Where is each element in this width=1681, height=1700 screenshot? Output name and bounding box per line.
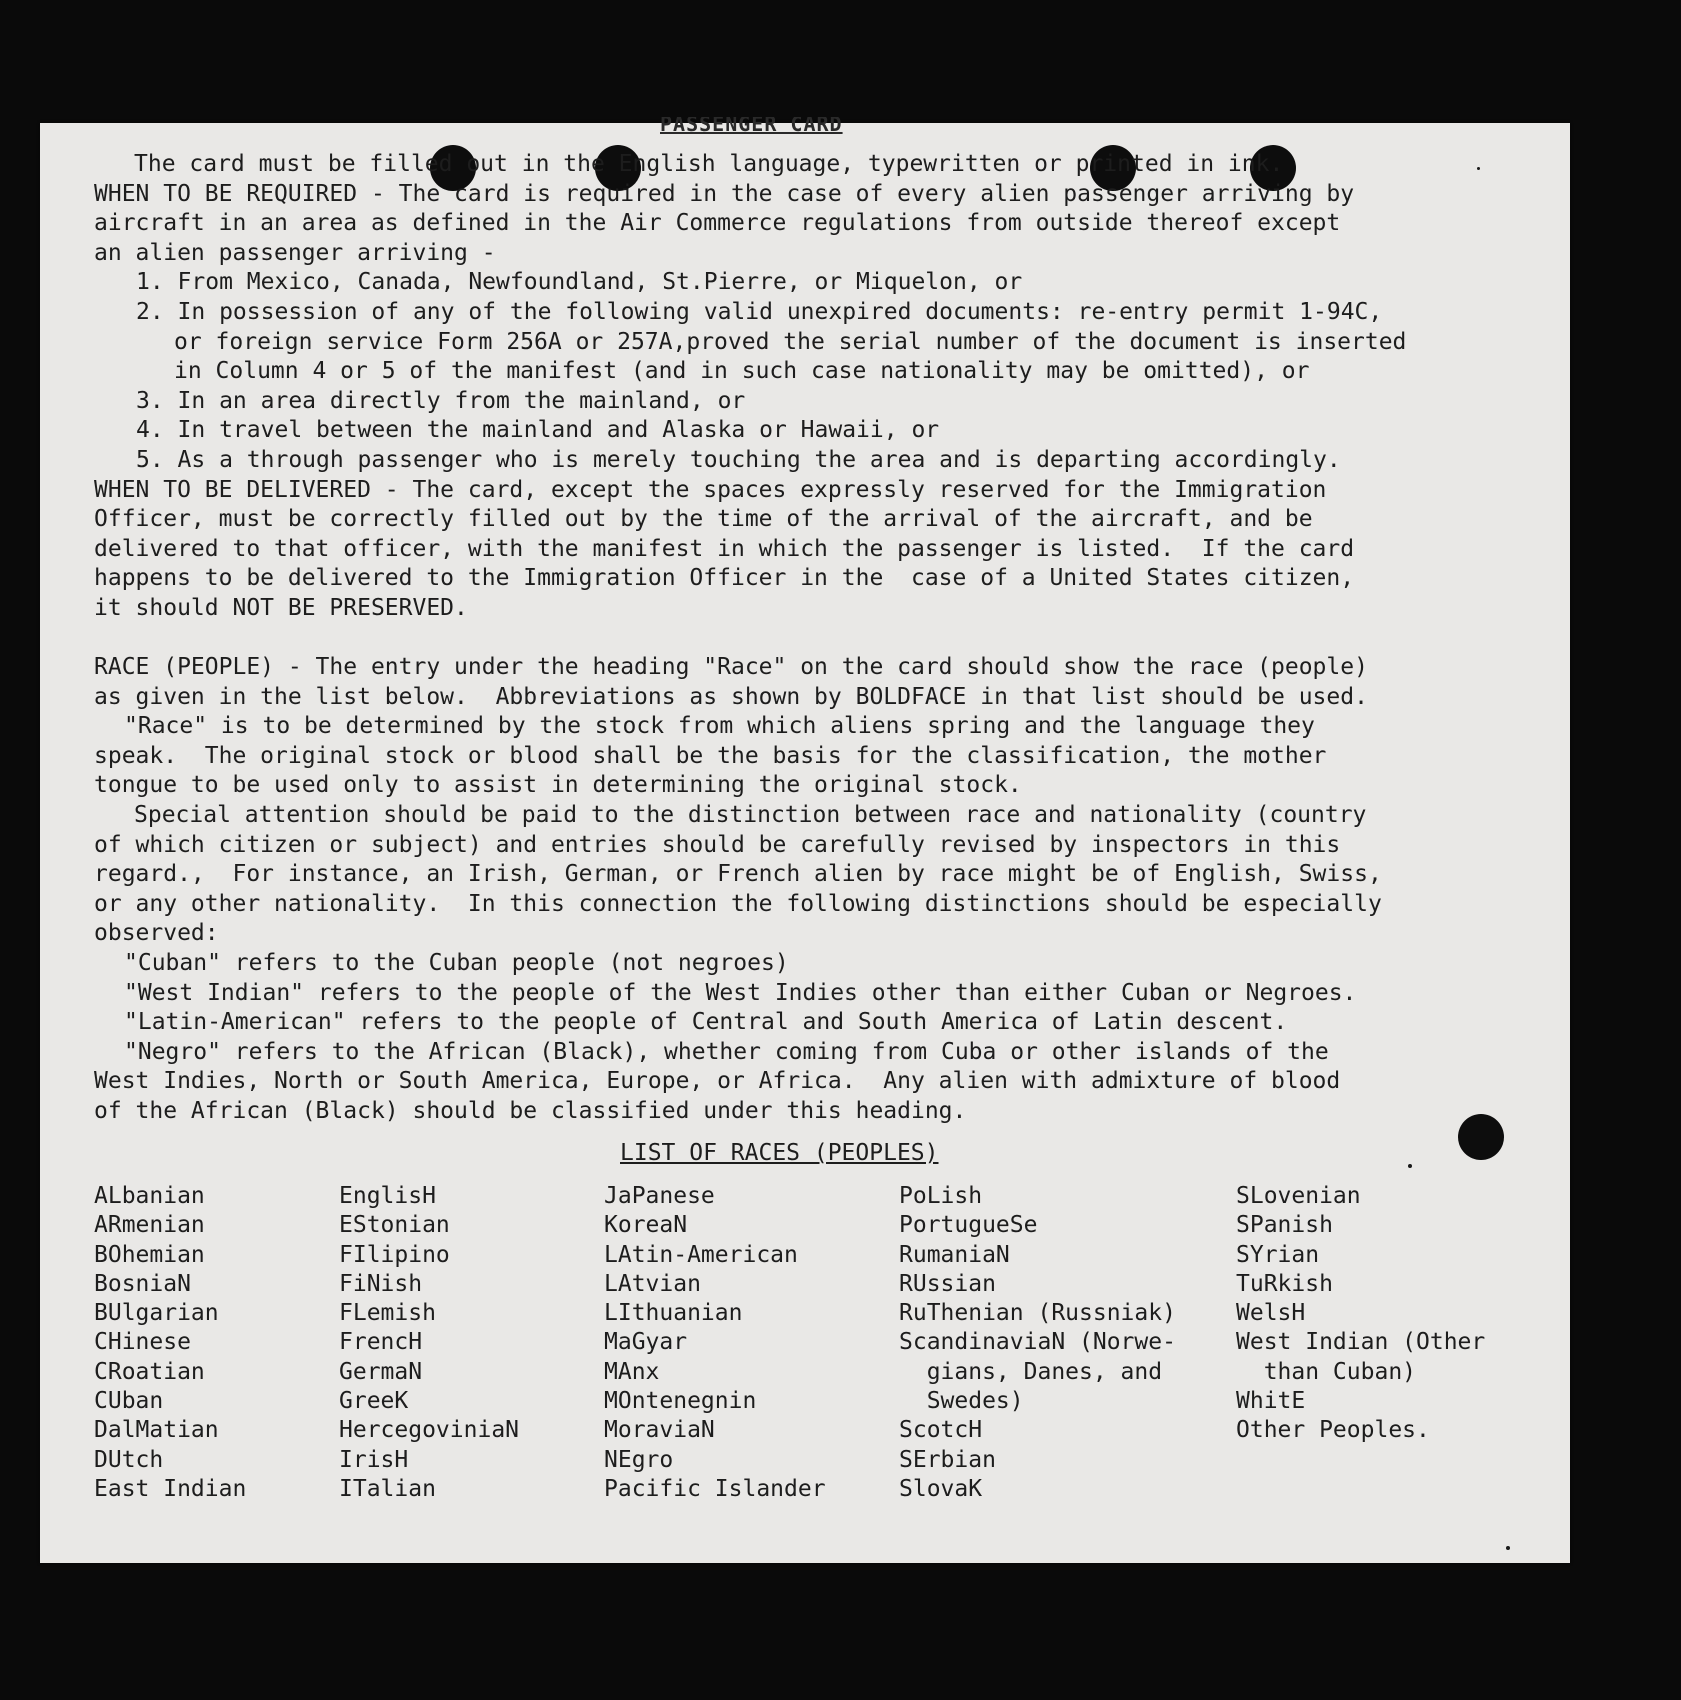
- race-entry: gians, Danes, and: [899, 1358, 1163, 1385]
- instruction-line: RACE (PEOPLE) - The entry under the heading "Race" on the card should show the race (people): [94, 654, 1368, 681]
- race-entry: FiNish: [339, 1270, 423, 1297]
- list-of-races-title: LIST OF RACES (PEOPLES): [620, 1140, 939, 1166]
- race-entry: WhitE: [1236, 1388, 1306, 1415]
- instruction-line: of which citizen or subject) and entries should be carefully revised by inspectors in this: [94, 831, 1341, 858]
- instruction-line: Officer, must be correctly filled out by the time of the arrival of the aircraft, and be: [94, 506, 1313, 533]
- race-entry: ARmenian: [94, 1212, 205, 1239]
- race-entry: EStonian: [339, 1212, 450, 1239]
- race-entry: East Indian: [94, 1475, 247, 1502]
- race-entry: JaPanese: [604, 1183, 715, 1209]
- instruction-line: happens to be delivered to the Immigration Officer in the case of a United States citizen,: [94, 565, 1355, 592]
- race-entry: MOntenegnin: [604, 1388, 757, 1415]
- race-entry: BosniaN: [94, 1270, 191, 1297]
- instruction-line: 4. In travel between the mainland and Alaska or Hawaii, or: [136, 417, 940, 444]
- instruction-line: "Race" is to be determined by the stock from which aliens spring and the language they: [124, 713, 1315, 740]
- instruction-line: 2. In possession of any of the following valid unexpired documents: re-entry permit 1-94C,: [136, 298, 1383, 325]
- instruction-line: as given in the list below. Abbreviations as shown by BOLDFACE in that list should be used.: [94, 683, 1368, 710]
- race-entry: RuThenian (Russniak): [899, 1300, 1176, 1327]
- instruction-line: Special attention should be paid to the distinction between race and nationality (country: [134, 802, 1367, 829]
- instruction-line: WHEN TO BE REQUIRED - The card is required in the case of every alien passenger arriving by: [94, 180, 1355, 207]
- instruction-line: aircraft in an area as defined in the Air Commerce regulations from outside thereof except: [94, 210, 1341, 237]
- race-entry: GermaN: [339, 1358, 423, 1385]
- instruction-line: 3. In an area directly from the mainland, or: [136, 387, 746, 414]
- race-entry: PortugueSe: [899, 1212, 1038, 1239]
- race-entry: PoLish: [899, 1183, 983, 1209]
- instruction-line: or any other nationality. In this connection the following distinctions should be especially: [94, 890, 1382, 917]
- race-entry: ScandinaviaN (Norwe-: [899, 1329, 1176, 1356]
- race-entry: than Cuban): [1236, 1358, 1417, 1385]
- race-entry: CUban: [94, 1388, 164, 1415]
- race-entry: SYrian: [1236, 1241, 1320, 1268]
- race-entry: Other Peoples.: [1236, 1417, 1430, 1444]
- race-entry: RUssian: [899, 1270, 996, 1297]
- race-entry: TuRkish: [1236, 1270, 1333, 1297]
- races-column-3: [604, 1182, 826, 1504]
- race-entry: WelsH: [1236, 1300, 1306, 1327]
- instruction-line: an alien passenger arriving -: [94, 239, 496, 266]
- ink-speck: [1506, 1546, 1510, 1550]
- race-entry: FLemish: [339, 1300, 436, 1327]
- instruction-line: tongue to be used only to assist in determining the original stock.: [94, 772, 1022, 799]
- instruction-line: regard., For instance, an Irish, German, or French alien by race might be of English, Swiss,: [94, 861, 1382, 888]
- race-entry: LIthuanian: [604, 1300, 743, 1327]
- race-entry: GreeK: [339, 1388, 409, 1415]
- race-entry: CHinese: [94, 1329, 191, 1356]
- race-entry: IrisH: [339, 1446, 409, 1473]
- race-entry: HercegoviniaN: [339, 1417, 520, 1444]
- race-entry: SlovaK: [899, 1475, 983, 1502]
- instruction-line: in Column 4 or 5 of the manifest (and in such case nationality may be omitted), or: [174, 358, 1310, 385]
- race-entry: Pacific Islander: [604, 1475, 826, 1502]
- instruction-line: speak. The original stock or blood shall be the basis for the classification, the mother: [94, 742, 1327, 769]
- race-entry: MaGyar: [604, 1329, 688, 1356]
- instruction-line: it should NOT BE PRESERVED.: [94, 594, 468, 621]
- instruction-line: of the African (Black) should be classified under this heading.: [94, 1098, 967, 1124]
- race-entry: MoraviaN: [604, 1417, 715, 1444]
- instruction-line: The card must be filled out in the English language, typewritten or printed in ink.: [134, 151, 1284, 177]
- race-entry: BOhemian: [94, 1241, 205, 1268]
- race-entry: EnglisH: [339, 1183, 436, 1209]
- race-entry: KoreaN: [604, 1212, 688, 1239]
- instructions-text: [94, 150, 1544, 1127]
- instruction-line: delivered to that officer, with the manifest in which the passenger is listed. If the card: [94, 535, 1355, 562]
- race-entry: LAtin-American: [604, 1241, 798, 1268]
- races-column-5: [1236, 1182, 1485, 1446]
- race-entry: Swedes): [899, 1388, 1024, 1415]
- instruction-line: West Indies, North or South America, Europe, or Africa. Any alien with admixture of blood: [94, 1068, 1341, 1095]
- instruction-line: or foreign service Form 256A or 257A,proved the serial number of the document is inserted: [174, 328, 1407, 355]
- race-entry: DalMatian: [94, 1417, 219, 1444]
- card-title: PASSENGER CARD: [660, 117, 843, 135]
- race-entry: SLovenian: [1236, 1183, 1361, 1209]
- race-entry: MAnx: [604, 1358, 660, 1385]
- instruction-line: 1. From Mexico, Canada, Newfoundland, St.Pierre, or Miquelon, or: [136, 269, 1023, 296]
- instruction-line: observed:: [94, 920, 219, 947]
- race-entry: West Indian (Other: [1236, 1329, 1486, 1356]
- race-entry: SErbian: [899, 1446, 996, 1473]
- ink-speck: [1408, 1164, 1412, 1168]
- race-entry: BUlgarian: [94, 1300, 219, 1327]
- race-entry: FIlipino: [339, 1241, 450, 1268]
- race-entry: NEgro: [604, 1446, 674, 1473]
- races-column-4: [899, 1182, 1176, 1504]
- race-entry: FrencH: [339, 1329, 423, 1356]
- instruction-line: "Negro" refers to the African (Black), whether coming from Cuba or other islands of the: [124, 1038, 1329, 1065]
- races-column-1: [94, 1182, 246, 1504]
- race-entry: SPanish: [1236, 1212, 1333, 1239]
- races-column-2: [339, 1182, 519, 1504]
- instruction-line: 5. As a through passenger who is merely touching the area and is departing accordingly.: [136, 446, 1341, 473]
- races-list: [94, 1182, 1544, 1512]
- instruction-line: [94, 624, 1544, 654]
- race-entry: ITalian: [339, 1475, 436, 1502]
- instruction-line: WHEN TO BE DELIVERED - The card, except the spaces expressly reserved for the Immigration: [94, 476, 1327, 503]
- race-entry: CRoatian: [94, 1358, 205, 1385]
- race-entry: LAtvian: [604, 1270, 701, 1297]
- instruction-line: "Cuban" refers to the Cuban people (not negroes): [124, 950, 789, 977]
- instruction-line: "Latin-American" refers to the people of Central and South America of Latin descent.: [124, 1009, 1288, 1036]
- instruction-line: "West Indian" refers to the people of the West Indies other than either Cuban or Negroes.: [124, 979, 1357, 1006]
- race-entry: ALbanian: [94, 1183, 205, 1209]
- race-entry: DUtch: [94, 1446, 164, 1473]
- race-entry: RumaniaN: [899, 1241, 1010, 1268]
- race-entry: ScotcH: [899, 1417, 983, 1444]
